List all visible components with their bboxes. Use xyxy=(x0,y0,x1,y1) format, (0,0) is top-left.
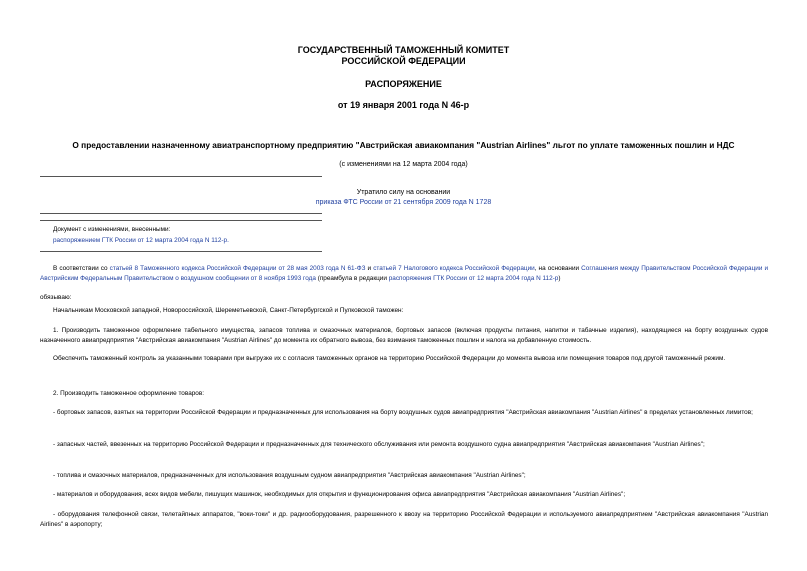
preamble-text: (преамбула в редакции xyxy=(317,274,387,282)
doc-title: О предоставлении назначенному авиатранспортному предприятию "Австрийская авиакомпания "Austrian Airlines" льгот по уплате таможенных пошлин и НДС xyxy=(72,140,735,150)
item-1: 1. Производить таможенное оформление табельного имущества, запасов топлива и смазочных материалов, бортовых запасов (включая продукты питания, напитки и табачные изделия), находящиеся на борту воздушных судов назначенного авиапредприятия "Австрийская авиакомпания "Austrian Airlines" до момента их обратного вывоза, без взимания таможенных пошлин и налога на добавленную стоимость. xyxy=(40,327,768,344)
divider xyxy=(40,176,322,177)
amend-note: (с изменениями на 12 марта 2004 года) xyxy=(339,161,468,168)
divider xyxy=(40,251,322,252)
preamble-link-amendment[interactable]: распоряжения ГТК России от 12 марта 2004 года N 112-р xyxy=(388,274,559,282)
doc-date: от 19 января 2001 года N 46-р xyxy=(337,100,470,110)
addressees-text: Начальникам Московской западной, Новороссийской, Шереметьевской, Санкт-Петербургской и Пулковской таможен: xyxy=(53,307,404,314)
changes-link[interactable]: распоряжением ГТК России от 12 марта 2004 года N 112-р. xyxy=(53,237,229,244)
preamble-paragraph xyxy=(40,264,768,283)
preamble-link-customs-code[interactable]: статьей 8 Таможенного кодекса Российской Федерации от 28 мая 2003 года N 61-ФЗ xyxy=(109,265,366,272)
control-paragraph: Обеспечить таможенный контроль за указанными товарами при выгрузке их с согласия таможенных органов на территорию Российской Федерации до момента вывоза или помещения товаров под другой таможенный режим. xyxy=(53,355,726,362)
list-item: - запасных частей, ввезенных на территорию Российской Федерации и предназначенных для технического обслуживания или ремонта воздушного судна авиапредприятия "Австрийская авиакомпания "Austrian Airlines"; xyxy=(53,441,705,448)
preamble-text: ) xyxy=(558,274,561,282)
org-name-line2: РОССИЙСКОЙ ФЕДЕРАЦИИ xyxy=(341,56,466,66)
status-line: Утратило силу на основании xyxy=(356,189,451,196)
org-name-line1: ГОСУДАРСТВЕННЫЙ ТАМОЖЕННЫЙ КОМИТЕТ xyxy=(297,45,510,55)
list-item: - материалов и оборудования, всех видов мебели, пишущих машинок, необходимых для открытия и функционирования офиса авиапредприятия "Австрийская авиакомпания "Austrian Airlines"; xyxy=(53,491,626,498)
divider xyxy=(40,213,322,214)
preamble-text: В соответствии со xyxy=(53,265,108,272)
doc-type: РАСПОРЯЖЕНИЕ xyxy=(365,79,442,89)
preamble-link-agreement[interactable]: Соглашения между Правительством Российской Федерации и Австрийским Федеральным Правительством о воздушном сообщении от 8 ноября 1993 года xyxy=(40,265,769,282)
obliges-text: обязываю: xyxy=(40,294,72,301)
item-2: 2. Производить таможенное оформление товаров: xyxy=(53,390,205,397)
status-link[interactable]: приказа ФТС России от 21 сентября 2009 года N 1728 xyxy=(315,199,492,206)
list-item: - бортовых запасов, взятых на территории Российской Федерации и предназначенных для использования на борту воздушных судов авиапредприятия "Австрийская авиакомпания "Austrian Airlines" в пределах установленных лимитов; xyxy=(53,409,753,416)
changes-label: Документ с изменениями, внесенными: xyxy=(53,226,171,233)
list-item: - топлива и смазочных материалов, предназначенных для использования воздушным судном авиапредприятия "Австрийская авиакомпания "Austrian Airlines"; xyxy=(53,472,526,479)
preamble-text: и xyxy=(367,265,372,272)
list-item: - оборудования телефонной связи, телетайпных аппаратов, "воки-токи" и др. радиооборудования, разрешенного к ввозу на территорию Российской Федерации и используемого авиапредприятием "Австрийская авиакомпания "Austrian Airlines" в аэропорту; xyxy=(40,511,768,528)
divider xyxy=(40,220,322,221)
preamble-text: , на основании xyxy=(534,265,580,272)
preamble-link-tax-code[interactable]: статьей 7 Налогового кодекса Российской Федерации xyxy=(373,265,535,272)
